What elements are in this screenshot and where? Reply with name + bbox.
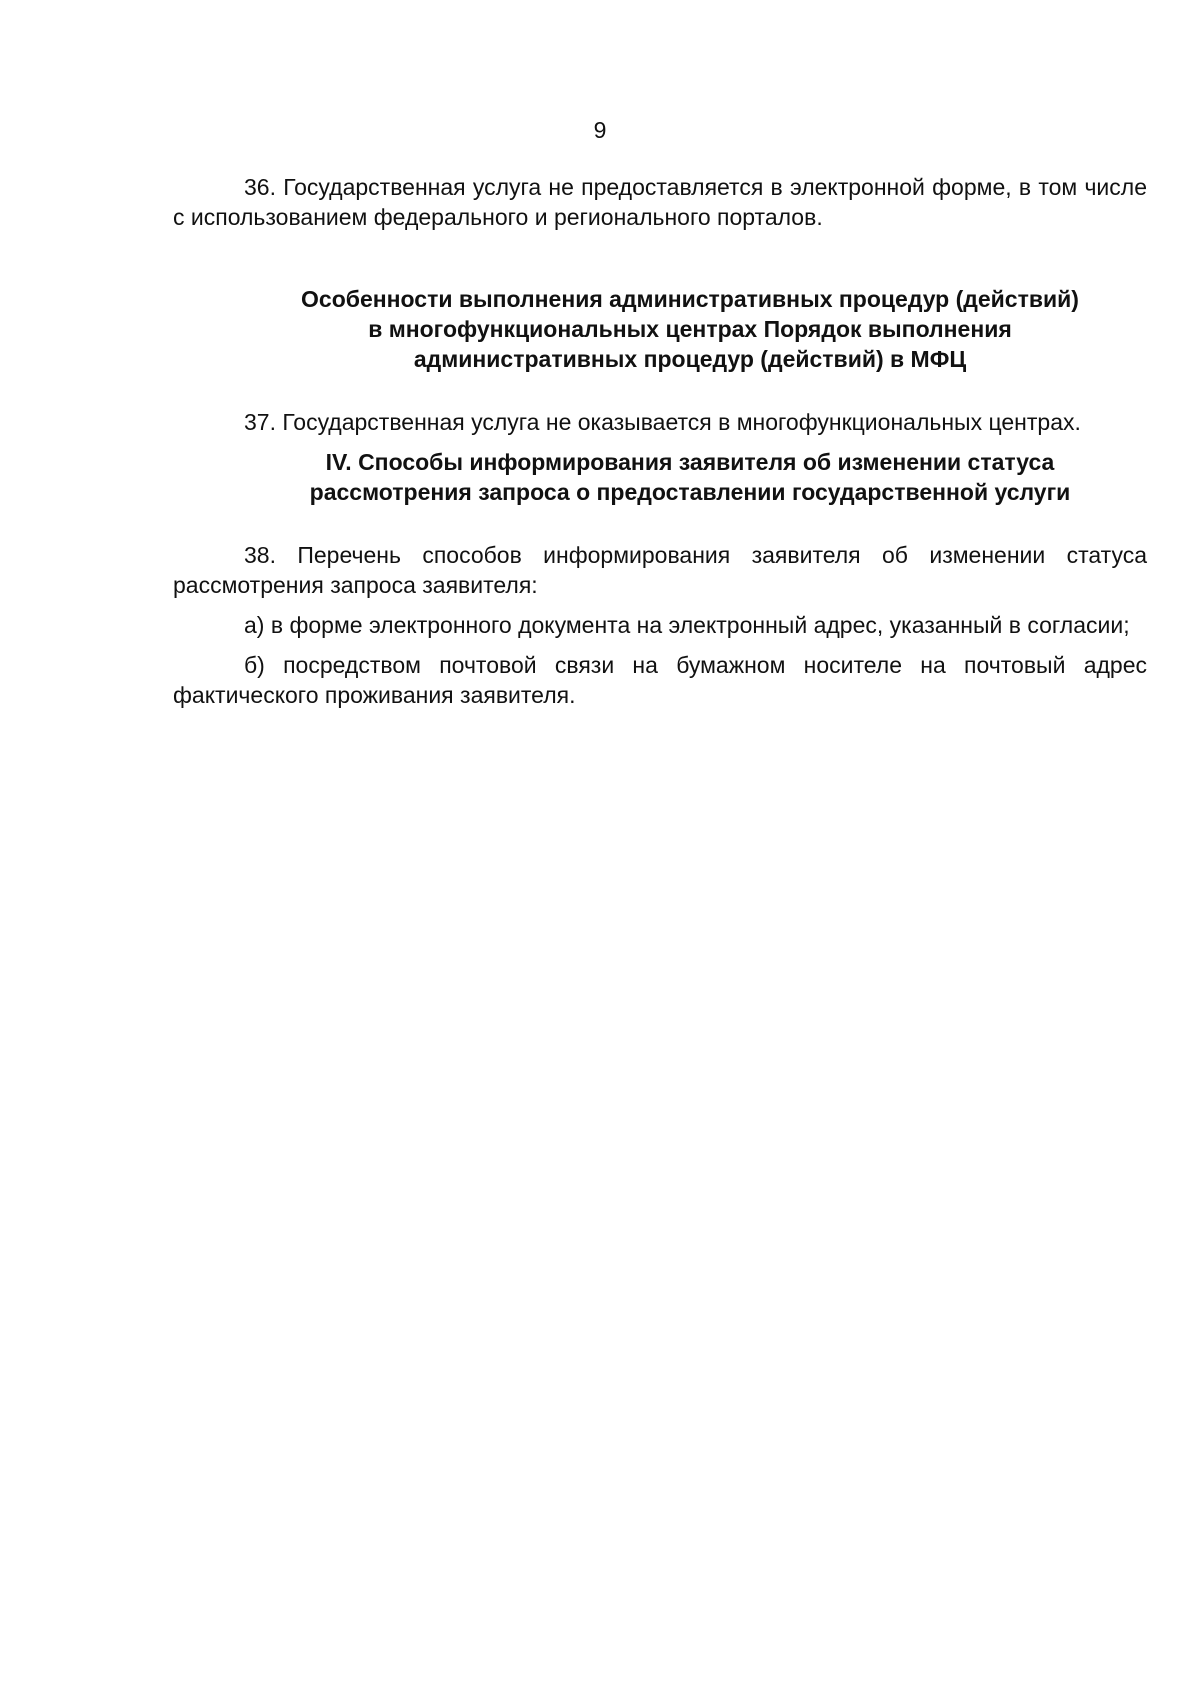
heading-mfc-line-2: в многофункциональных центрах Порядок выполнения xyxy=(368,316,1012,342)
paragraph-36: 36. Государственная услуга не предоставляется в электронной форме, в том числе с использованием федерального и регионального порталов. xyxy=(173,174,1147,230)
list-item-b: б) посредством почтовой связи на бумажном носителе на почтовый адрес фактического проживания заявителя. xyxy=(173,652,1147,708)
document-body xyxy=(173,172,1147,710)
heading-section-iv-line-1: IV. Способы информирования заявителя об изменении статуса xyxy=(325,449,1055,475)
heading-mfc-line-1: Особенности выполнения административных процедур (действий) xyxy=(301,286,1079,312)
paragraph-37: 37. Государственная услуга не оказывается в многофункциональных центрах. xyxy=(244,409,1081,435)
page-number: 9 xyxy=(593,117,607,143)
heading-section-iv xyxy=(173,447,1147,507)
list-item-a: а) в форме электронного документа на электронный адрес, указанный в согласии; xyxy=(244,612,1130,638)
heading-mfc-procedures xyxy=(173,284,1147,374)
heading-section-iv-line-2: рассмотрения запроса о предоставлении государственной услуги xyxy=(309,479,1071,505)
paragraph-38: 38. Перечень способов информирования заявителя об изменении статуса рассмотрения запроса заявителя: xyxy=(173,542,1147,598)
heading-mfc-line-3: административных процедур (действий) в МФЦ xyxy=(413,346,967,372)
